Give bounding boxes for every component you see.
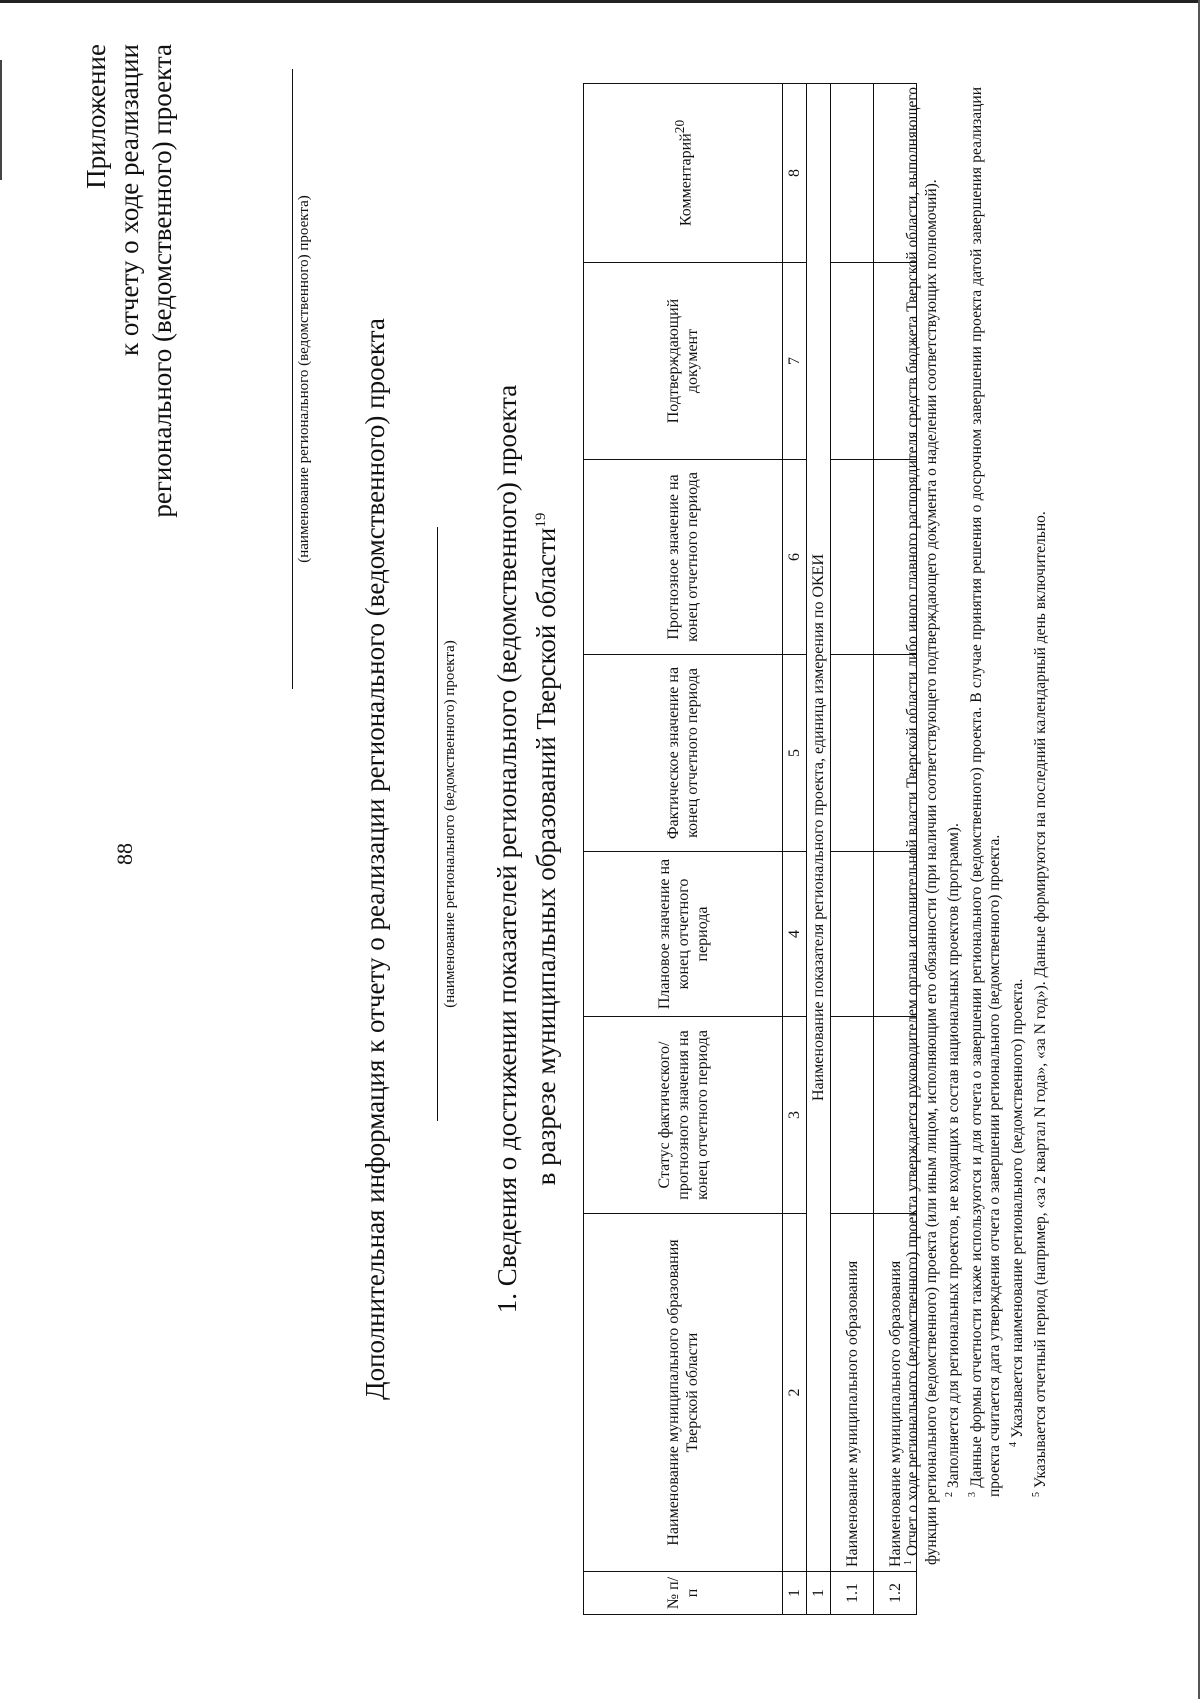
footnote-ref: 1 [903, 1560, 914, 1565]
footnotes [900, 87, 1050, 1587]
column-number: 8 [783, 84, 807, 263]
footnote-ref: 5 [1030, 1492, 1042, 1497]
column-number: 2 [783, 1214, 807, 1572]
footnote-text: Заполняется для региональных проектов, не входящих в состав национальных проектов (программ). [945, 823, 963, 1489]
appendix-line-1: Приложение [81, 44, 111, 189]
header-comment-ref: 20 [672, 119, 688, 134]
title-caption: (наименование регионального (ведомственного) проекта) [442, 640, 458, 1008]
header-comment [584, 84, 783, 263]
column-number: 6 [783, 460, 807, 655]
page-number: 88 [112, 843, 137, 865]
section-title-line-2 [524, 199, 563, 1499]
header-forecast: Прогнозное значение на конец отчетного периода [584, 460, 783, 655]
row-number: 1.1 [831, 1572, 874, 1615]
appendix-line-3: регионального (ведомственного) проекта [147, 44, 177, 518]
section-title-text-2: в разрезе муниципальных образований Тверской области [531, 527, 561, 1186]
footnote [1028, 87, 1051, 1587]
footnote [964, 87, 1005, 1587]
header-actual: Фактическое значение на конец отчетного периода [584, 655, 783, 852]
section-title [490, 199, 563, 1499]
header-no: № п/п [584, 1572, 783, 1615]
footnote [900, 87, 941, 1587]
project-name-caption: (наименование регионального (ведомственного) проекта) [296, 195, 312, 563]
project-name-blank-line [292, 69, 293, 689]
footnote-ref: 3 [966, 1492, 978, 1497]
column-number: 7 [783, 263, 807, 460]
status-cell [831, 1017, 874, 1214]
column-number: 1 [783, 1572, 807, 1615]
column-number: 4 [783, 852, 807, 1017]
actual-cell [831, 655, 874, 852]
comment-cell [831, 84, 874, 263]
footnote-ref: 2 [944, 1492, 956, 1497]
indicator-name-label: Наименование показателя регионального проекта, единица измерения по ОКЕИ [807, 84, 831, 1572]
header-planned: Плановое значение на конец отчетного периода [584, 852, 783, 1017]
planned-cell [831, 852, 874, 1017]
municipality-name: Наименование муниципального образования [874, 1214, 917, 1572]
document-cell [831, 263, 874, 460]
section-footnote-ref: 19 [533, 512, 549, 528]
appendix-line-2: к отчету о ходе реализации [114, 44, 144, 356]
section-title-text-1: Сведения о достижении показателей регионального (ведомственного) проекта [492, 384, 522, 1287]
footnote-text: Отчет о ходе регионального (ведомственного) проекта утверждается руководителем органа исполнительной власти Тверской области либо иного главного распорядителя средств бюджета Тверской области, выполняющего функции регионального (ведомственного) проекта (или иным лицом, исполняющим его обязанности (при наличии соответствующего подтверждающего документа о наделении соответствующих полномочий). [904, 87, 940, 1565]
header-status: Статус фактического/ прогнозного значения на конец отчетного периода [584, 1017, 783, 1214]
column-number: 3 [783, 1017, 807, 1214]
header-document: Подтверждающий документ [584, 263, 783, 460]
column-number-row [783, 84, 807, 1615]
group-number: 1 [807, 1572, 831, 1615]
footnote-text: Указывается отчетный период (например, «за 2 квартал N года», «за N год»). Данные формируются на последний календарный день включительно. [1031, 511, 1049, 1489]
municipality-name: Наименование муниципального образования [831, 1214, 874, 1572]
footnote [941, 87, 964, 1587]
document-title: Дополнительная информация к отчету о реализации регионального (ведомственного) проекта [360, 318, 390, 1400]
indicators-table [583, 83, 917, 1615]
table-row [831, 84, 874, 1615]
footnote-text: Указывается наименование регионального (ведомственного) проекта. [1009, 978, 1027, 1439]
footnote-ref: 4 [1007, 1442, 1019, 1447]
section-number: 1. [492, 1292, 522, 1314]
title-blank-line [437, 527, 438, 1121]
header-municipality: Наименование муниципального образования Тверской области [584, 1214, 783, 1572]
appendix-heading [80, 44, 179, 684]
row-number: 1.2 [874, 1572, 917, 1615]
table-header-row [584, 84, 783, 1615]
footnote-text: Данные формы отчетности также используются и для отчета о завершении регионального (ведомственного) проекта. В случае принятия решения о досрочном завершении проекта датой завершения реализации проекта считается дата утверждения отчета о завершении регионального (ведомственного) проекта. [967, 86, 1004, 1497]
footnote [1005, 87, 1028, 1587]
header-comment-label: Комментарий [677, 133, 695, 227]
column-number: 5 [783, 655, 807, 852]
indicator-group-row [807, 84, 831, 1615]
section-title-line-1 [490, 199, 524, 1499]
forecast-cell [831, 460, 874, 655]
